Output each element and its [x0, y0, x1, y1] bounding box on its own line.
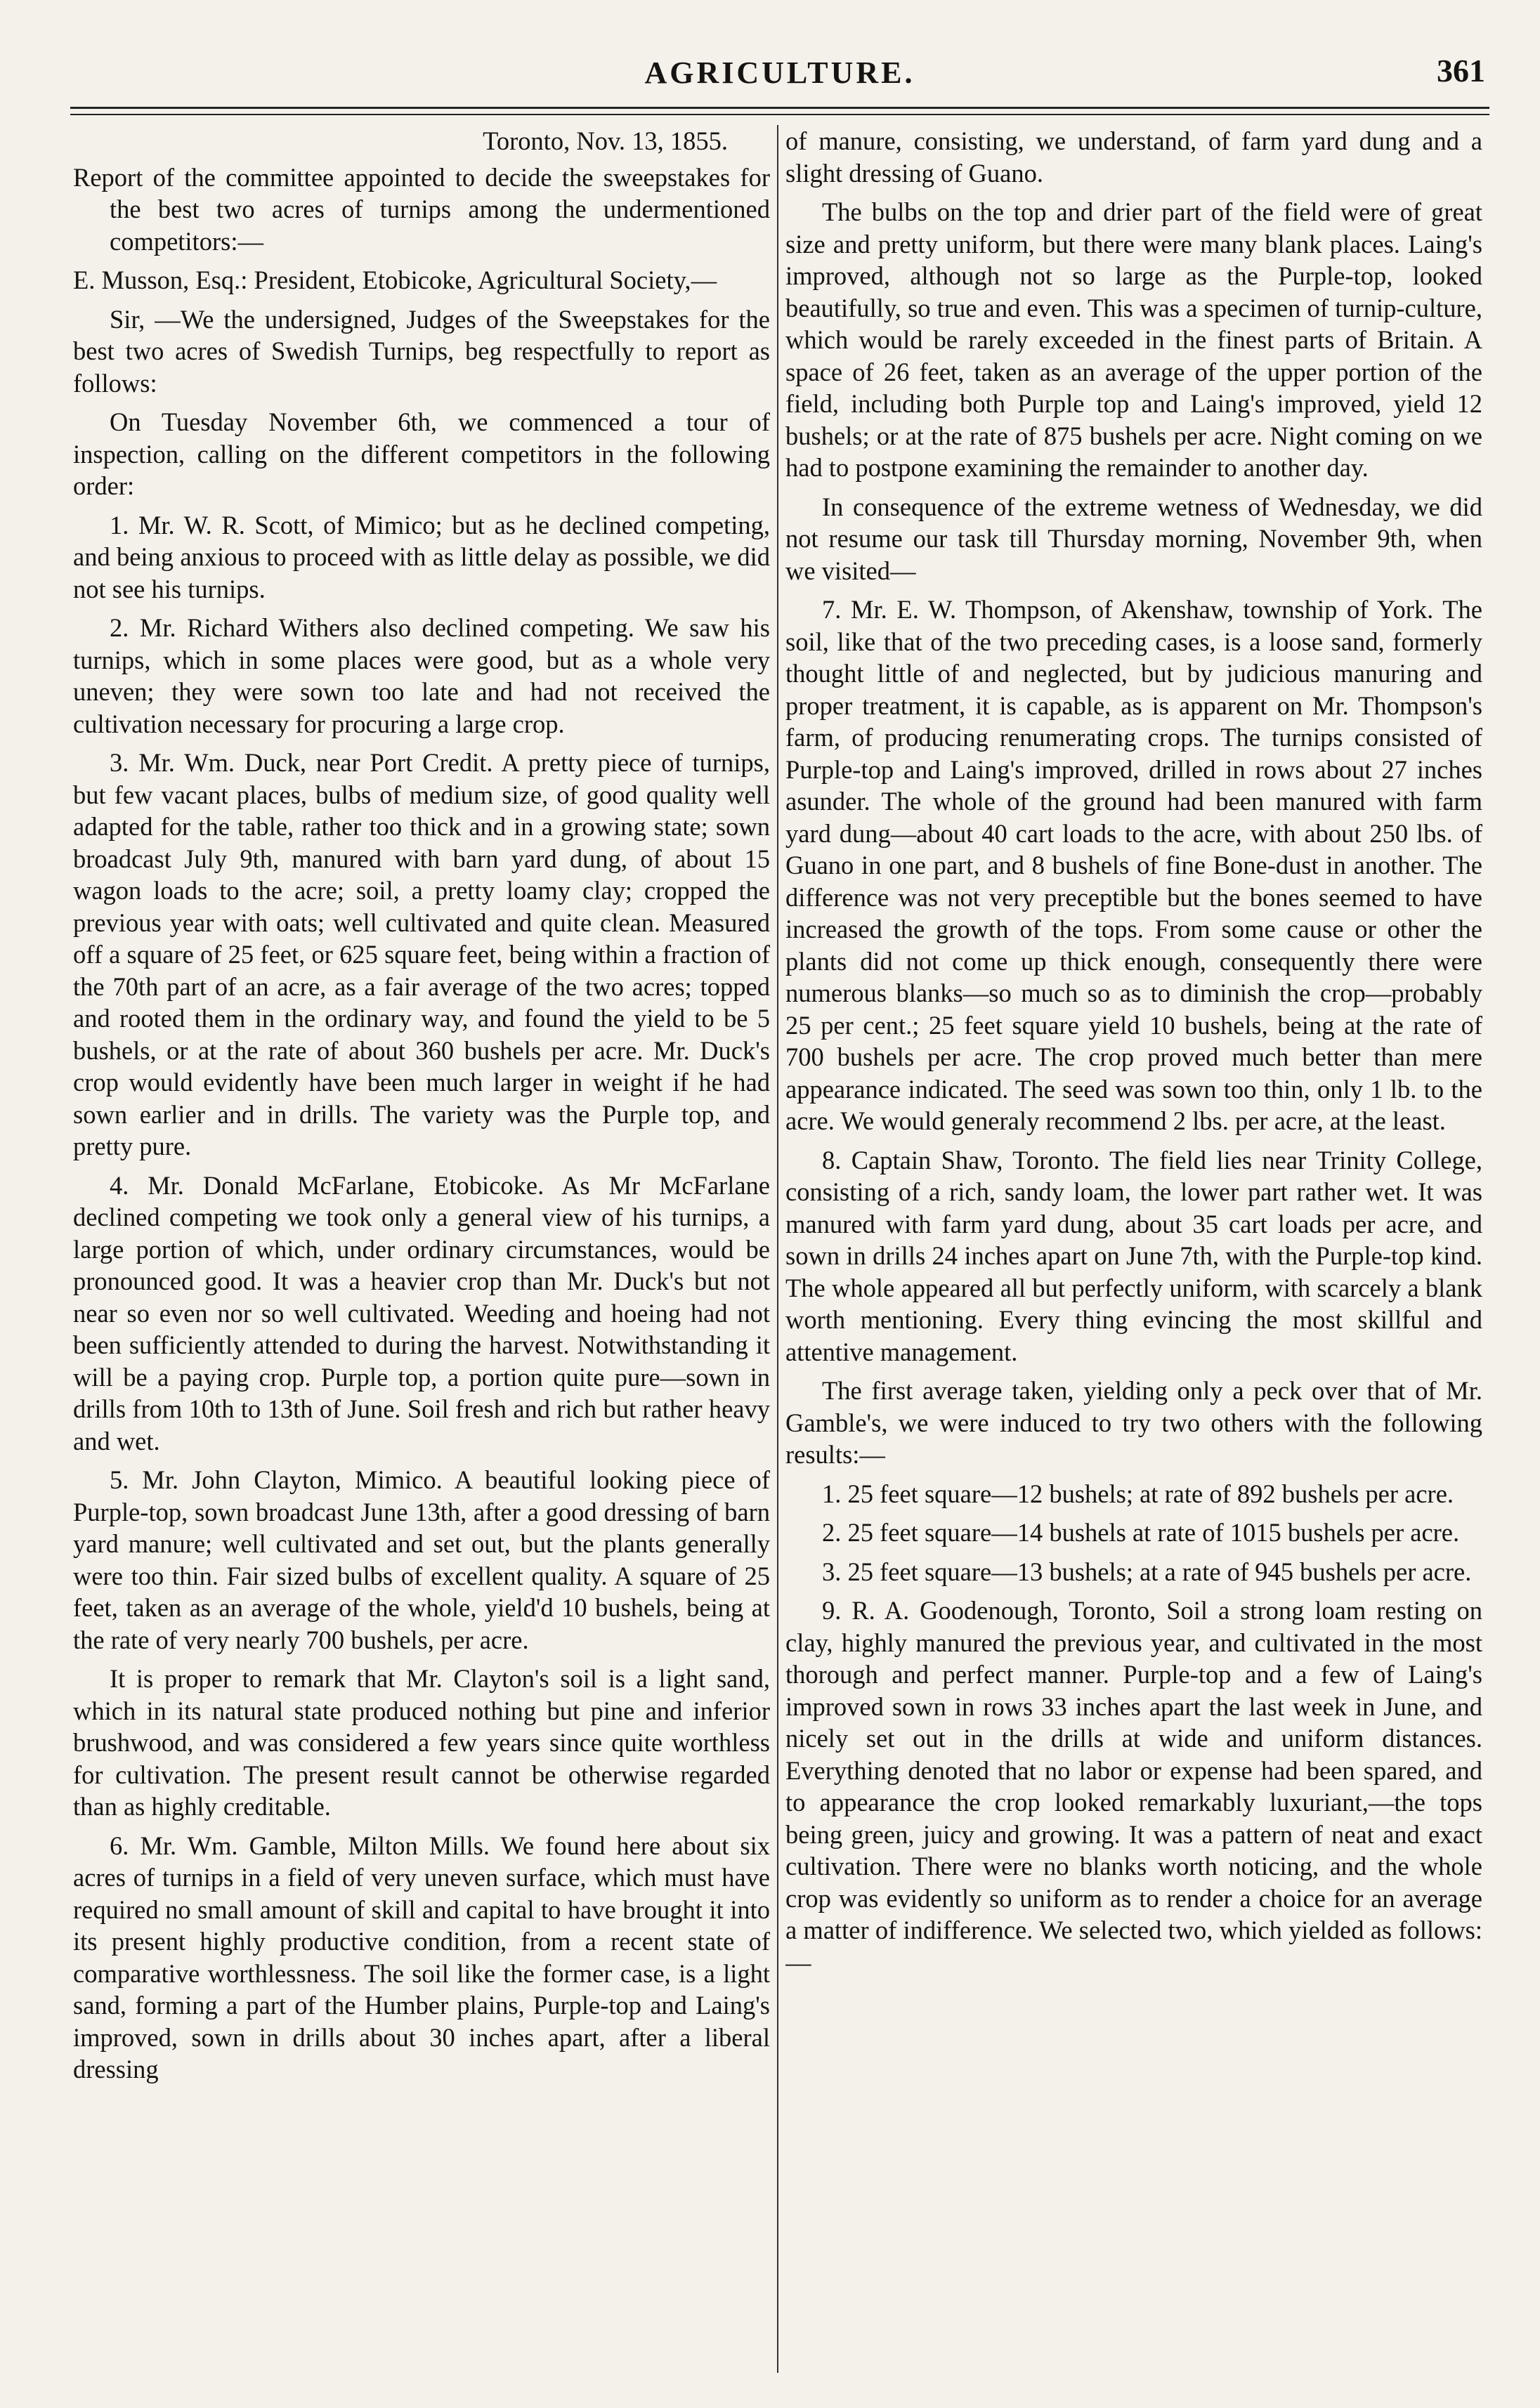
competitor-entry-6: 6. Mr. Wm. Gamble, Milton Mills. We found here about six acres of turnips in a field of very uneven surface, which must have required no small amount of skill and capital to have brought it into its present highly productive condition, from a recent state of comparative worthlessness. The soil like the former case, is a light sand, forming a part of the Humber plains, Purple-top and Laing's improved, sown in drills about 30 inches apart, after a liberal dressing — [73, 1831, 770, 2083]
competitor-entry-8: 8. Captain Shaw, Toronto. The field lies near Trinity College, consisting of a rich, sandy loam, the lower part rather wet. It was manured with farm yard dung, about 35 cart loads per acre, and sown in drills 24 inches apart on June 7th, with the Purple-top kind. The whole appeared all but perfectly uniform, with scarcely a blank worth mentioning. Every thing evincing the most skillful and attentive management. — [785, 1145, 1482, 1366]
dateline: Toronto, Nov. 13, 1855. — [483, 126, 728, 155]
paragraph: It is proper to remark that Mr. Clayton's soil is a light sand, which in its natural state produced nothing but pine and inferior brushwood, and was considered a few years since quite worthless for cultivation. The present result cannot be otherwise regarded than as highly creditable. — [73, 1664, 770, 1821]
report-title: Report of the committee appointed to decide the sweepstakes for the best two acres of turnips among the undermentioned competitors:— — [73, 162, 770, 256]
header-rule — [70, 107, 1489, 109]
competitor-entry-7: 7. Mr. E. W. Thompson, of Akenshaw, township of York. The soil, like that of the two preceding cases, is a loose sand, formerly thought little of and neglected, but by judicious manuring and proper treatment, it is capable, as is apparent on Mr. Thompson's farm, of producing renumerating crops. The turnips consisted of Purple-top and Laing's improved, drilled in rows about 27 inches asunder. The whole of the ground had been manured with farm yard dung—about 40 cart loads to the acre, with about 250 lbs. of Guano in one part, and 8 bushels of fine Bone-dust in another. The difference was not very preceptible but the bones seemed to have increased the growth of the tops. From some cause or other the plants did not come up thick enough, consequently there were numerous blanks—so much so as to diminish the crop—probably 25 per cent.; 25 feet square yield 10 bushels, being at the rate of 700 bushels per acre. The crop proved much better than mere appearance indicated. The seed was sown too thin, only 1 lb. to the acre. We would generaly recommend 2 lbs. per acre, at the least. — [785, 595, 1482, 1135]
left-column — [73, 125, 770, 2373]
competitor-entry-1: 1. Mr. W. R. Scott, of Mimico; but as he declined competing, and being anxious to proceed with as little delay as possible, we did not see his turnips. — [73, 510, 770, 603]
paragraph: The first average taken, yielding only a peck over that of Mr. Gamble's, we were induced to try two others with the following results:— — [785, 1376, 1482, 1469]
paragraph: The bulbs on the top and drier part of the field were of great size and pretty uniform, but there were many blank places. Laing's improved, although not so large as the Purple-top, looked beautifully, so true and even. This was a specimen of turnip-culture, which would be rarely exceeded in the finest parts of Britain. A space of 26 feet, taken as an average of the upper portion of the field, including both Purple top and Laing's improved, yield 12 bushels; or at the rate of 875 bushels per acre. Night coming on we had to postpone examining the remainder to another day. — [785, 197, 1482, 482]
paragraph: In consequence of the extreme wetness of Wednesday, we did not resume our task till Thursday morning, November 9th, when we visited— — [785, 492, 1482, 585]
competitor-entry-4: 4. Mr. Donald McFarlane, Etobicoke. As Mr McFarlane declined competing we took only a general view of his turnips, a large portion of which, under ordinary circumstances, would be pronounced good. It was a heavier crop than Mr. Duck's but not near so even nor so well cultivated. Weeding and hoeing had not been sufficiently attended to during the harvest. Notwithstanding it will be a paying crop. Purple top, a portion quite pure—sown in drills from 10th to 13th of June. Soil fresh and rich but rather heavy and wet. — [73, 1170, 770, 1455]
paragraph-continued: of manure, consisting, we understand, of farm yard dung and a slight dressing of Guano. — [785, 126, 1482, 188]
competitor-entry-2: 2. Mr. Richard Withers also declined competing. We saw his turnips, which in some places were good, but as a whole very uneven; they were sown too late and had not received the cultivation necessary for procuring a large crop. — [73, 613, 770, 738]
result-item-3: 3. 25 feet square—13 bushels; at a rate of 945 bushels per acre. — [822, 1557, 1472, 1586]
competitor-entry-5: 5. Mr. John Clayton, Mimico. A beautiful looking piece of Purple-top, sown broadcast June 13th, after a good dressing of barn yard manure; well cultivated and set out, but the plants generally were too thin. Fair sized bulbs of excellent quality. A square of 25 feet, taken as an average of the whole, yield'd 10 bushels, being at the rate of very nearly 700 bushels, per acre. — [73, 1465, 770, 1654]
page-header — [70, 55, 1489, 111]
running-title: AGRICULTURE. — [644, 55, 915, 90]
addressee: E. Musson, Esq.: President, Etobicoke, Agricultural Society,— — [73, 266, 717, 294]
result-item-2: 2. 25 feet square—14 bushels at rate of 1015 bushels per acre. — [822, 1518, 1460, 1547]
header-rule-thin — [70, 114, 1489, 115]
competitor-entry-9: 9. R. A. Goodenough, Toronto, Soil a strong loam resting on clay, highly manured the previous year, and cultivated in the most thorough and perfect manner. Purple-top and a few of Laing's improved sown in rows 33 inches apart the last week in June, and nicely set out in the drills at wide and uniform distances. Everything denoted that no labor or expense had been spared, and to appearance the crop looked remarkably luxuriant,—the tops being green, juicy and growing. It was a pattern of neat and exact cultivation. There were no blanks worth noticing, and the whole crop was evidently so uniform as to render a choice for an average a matter of indifference. We selected two, which yielded as follows:— — [785, 1596, 1482, 1977]
salutation-paragraph: Sir, —We the undersigned, Judges of the Sweepstakes for the best two acres of Swedish Turnips, beg respectfully to report as follows: — [73, 304, 770, 398]
competitor-entry-3: 3. Mr. Wm. Duck, near Port Credit. A pretty piece of turnips, but few vacant places, bulbs of medium size, of good quality well adapted for the table, rather too thick and in a growing state; sown broadcast July 9th, manured with barn yard dung, of about 15 wagon loads to the acre; soil, a pretty loamy clay; cropped the previous year with oats; well cultivated and quite clean. Measured off a square of 25 feet, or 625 square feet, being within a fraction of the 70th part of an acre, as a fair average of the two acres; topped and rooted them in the ordinary way, and found the yield to be 5 bushels, or at the rate of about 360 bushels per acre. Mr. Duck's crop would evidently have been much larger in weight if he had sown earlier and in drills. The variety was the Purple top, and pretty pure. — [73, 748, 770, 1160]
result-item-1: 1. 25 feet square—12 bushels; at rate of 892 bushels per acre. — [822, 1479, 1454, 1508]
right-column — [785, 125, 1482, 2373]
column-divider — [777, 125, 778, 2373]
paragraph: On Tuesday November 6th, we commenced a tour of inspection, calling on the different competitors in the following order: — [73, 407, 770, 500]
page-number: 361 — [1437, 53, 1485, 89]
